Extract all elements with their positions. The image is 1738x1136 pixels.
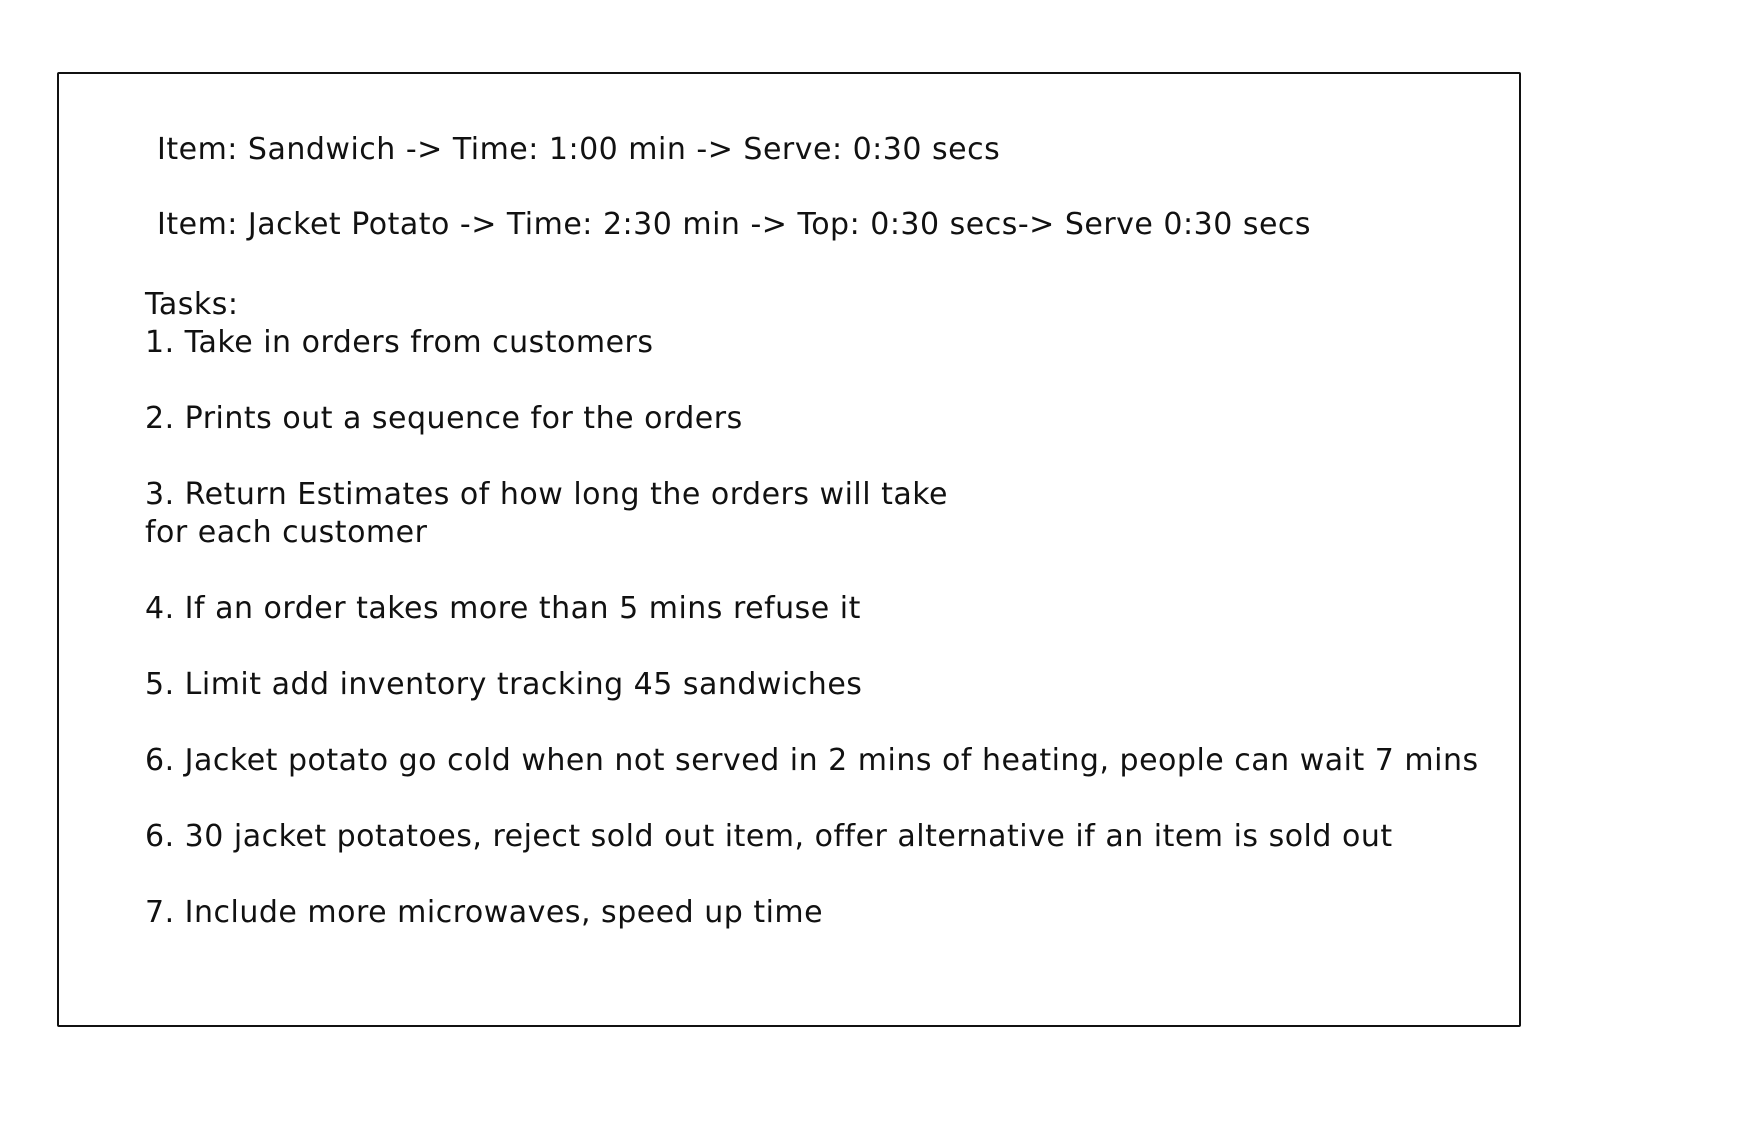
task-6-inventory: 6. 30 jacket potatoes, reject sold out item, offer alternative if an item is sold out [145,819,1393,854]
task-1: 1. Take in orders from customers [145,325,654,360]
tasks-heading: Tasks: [145,287,239,322]
task-7: 7. Include more microwaves, speed up time [145,895,824,930]
task-4: 4. If an order takes more than 5 mins refuse it [145,591,861,626]
task-2: 2. Prints out a sequence for the orders [145,401,743,436]
task-6-jacket-potato: 6. Jacket potato go cold when not served in 2 mins of heating, people can wait 7 mins [145,743,1479,778]
item-sandwich: Item: Sandwich -> Time: 1:00 min -> Serve: 0:30 secs [157,132,1001,167]
task-5: 5. Limit add inventory tracking 45 sandwiches [145,667,863,702]
task-3-continued: for each customer [145,515,428,550]
task-3: 3. Return Estimates of how long the orders will take [145,477,949,512]
item-jacket-potato: Item: Jacket Potato -> Time: 2:30 min -> Top: 0:30 secs-> Serve 0:30 secs [157,207,1312,242]
